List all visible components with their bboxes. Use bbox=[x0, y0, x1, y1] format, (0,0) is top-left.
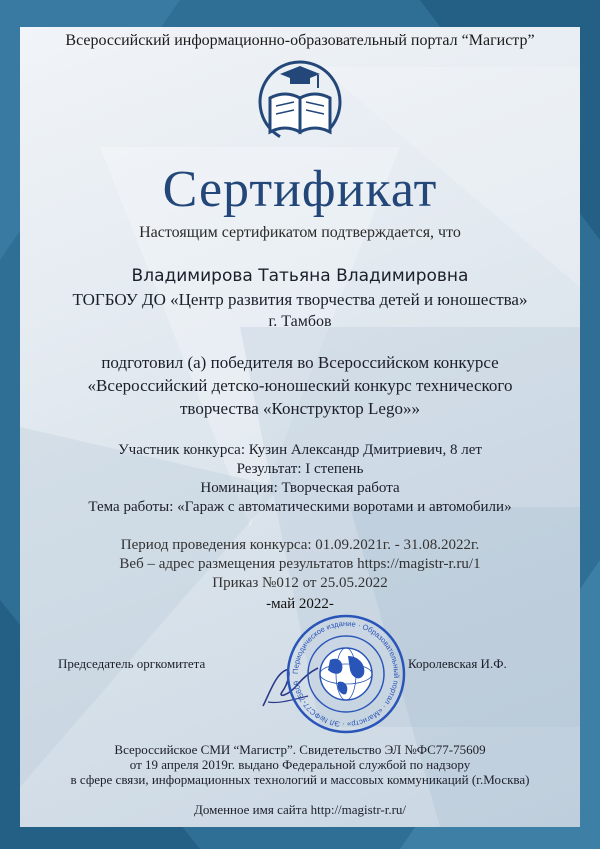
achievement-line-2: «Всероссийский детско-юношеский конкурс технического bbox=[87, 376, 513, 395]
achievement-line-3: творчества «Конструктор Lego»» bbox=[180, 399, 420, 418]
nomination-detail: Номинация: Творческая работа bbox=[200, 480, 400, 496]
footer-registration-line-2: от 19 апреля 2019г. выдано Федеральной службой по надзору bbox=[129, 757, 471, 772]
topic-detail: Тема работы: «Гараж с автоматическими воротами и автомобили» bbox=[88, 499, 512, 515]
contest-period: Период проведения конкурса: 01.09.2021г. - 31.08.2022г. bbox=[120, 537, 480, 553]
stamp-ring-text: Периодическое издание · Образовательный портал · «Магистр» · ЭЛ №ФС77-75609 bbox=[290, 618, 402, 730]
site-domain: Доменное имя сайта http://magistr-r.ru/ bbox=[193, 802, 407, 817]
chair-label: Председатель оргкомитета bbox=[58, 656, 206, 671]
recipient-organization: ТОГБОУ ДО «Центр развития творчества детей и юношества» bbox=[72, 290, 528, 309]
recipient-name: Владимирова Татьяна Владимировна bbox=[131, 266, 469, 286]
achievement-line-1: подготовил (а) победителя во Всероссийском конкурсе bbox=[101, 353, 499, 372]
issue-month: -май 2022- bbox=[266, 596, 334, 612]
globe-icon bbox=[320, 648, 372, 700]
order-number: Приказ №012 от 25.05.2022 bbox=[212, 575, 388, 591]
result-detail: Результат: I степень bbox=[236, 461, 364, 477]
certificate-title: Сертификат bbox=[162, 161, 438, 218]
recipient-city: г. Тамбов bbox=[268, 313, 332, 330]
results-web-address: Веб – адрес размещения результатов https://magistr-r.ru/1 bbox=[119, 556, 481, 572]
portal-name: Всероссийский информационно-образовательный портал “Магистр” bbox=[65, 32, 535, 49]
official-stamp bbox=[284, 612, 408, 736]
footer-registration-line-1: Всероссийское СМИ “Магистр”. Свидетельство ЭЛ №ФС77-75609 bbox=[114, 742, 486, 757]
signer-name: Королевская И.Ф. bbox=[408, 656, 507, 671]
confirm-text: Настоящим сертификатом подтверждается, что bbox=[139, 224, 461, 241]
footer-registration-line-3: в сфере связи, информационных технологий и массовых коммуникаций (г.Москва) bbox=[70, 772, 530, 787]
book-graduation-cap-logo-icon bbox=[250, 58, 350, 146]
participant-detail: Участник конкурса: Кузин Александр Дмитриевич, 8 лет bbox=[118, 442, 482, 458]
